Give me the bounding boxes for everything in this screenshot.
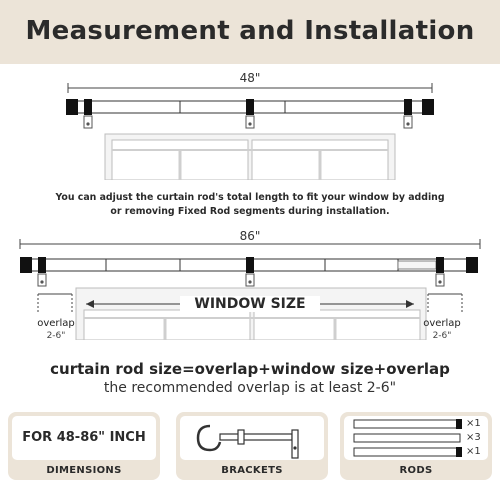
rod-qty-2: ×3	[466, 432, 481, 443]
right-overlap-range: 2-6"	[432, 331, 452, 341]
instruction-text	[30, 191, 470, 219]
overlap-note: the recommended overlap is at least 2-6"	[103, 380, 397, 396]
rod-qty-3: ×1	[466, 446, 481, 457]
bottom-rod-length-label: 86"	[239, 229, 261, 243]
top-dimension-line	[68, 83, 432, 93]
bottom-bracket-middle	[246, 257, 254, 286]
top-bracket-middle	[246, 99, 254, 128]
right-overlap-marker	[428, 294, 462, 314]
dimensions-value: FOR 48-86" INCH	[22, 430, 146, 445]
instruction-line-2: or removing Fixed Rod segments during installation.	[110, 206, 390, 217]
instruction-line-1: You can adjust the curtain rod's total length to fit your window by adding	[55, 192, 445, 203]
rods-caption: RODS	[399, 465, 433, 476]
brackets-caption: BRACKETS	[221, 465, 283, 476]
top-window-frame	[105, 134, 395, 180]
left-overlap-label: overlap	[37, 318, 75, 329]
top-right-finial	[422, 99, 434, 115]
right-overlap-label: overlap	[423, 318, 461, 329]
left-overlap-marker	[38, 294, 72, 314]
top-rod-length-label: 48"	[239, 71, 261, 85]
rod-qty-1: ×1	[466, 418, 481, 429]
dimensions-caption: DIMENSIONS	[46, 465, 122, 476]
bottom-right-finial	[466, 257, 478, 273]
top-bracket-right	[404, 99, 412, 128]
bracket-illustration	[180, 416, 324, 460]
left-overlap-range: 2-6"	[46, 331, 66, 341]
brackets-card-panel	[180, 416, 324, 460]
bottom-dimension-line	[20, 239, 480, 249]
top-bracket-left	[84, 99, 92, 128]
window-size-label: WINDOW SIZE	[180, 296, 320, 312]
formula-text: curtain rod size=overlap+window size+overlap	[50, 360, 450, 378]
top-left-finial	[66, 99, 78, 115]
bottom-bracket-left	[38, 257, 46, 286]
dimensions-card	[8, 412, 160, 480]
bottom-left-finial	[20, 257, 32, 273]
brackets-card	[176, 412, 328, 480]
page-title: Measurement and Installation	[25, 16, 475, 46]
top-rod-illustration	[0, 80, 500, 180]
bottom-bracket-right	[436, 257, 444, 286]
